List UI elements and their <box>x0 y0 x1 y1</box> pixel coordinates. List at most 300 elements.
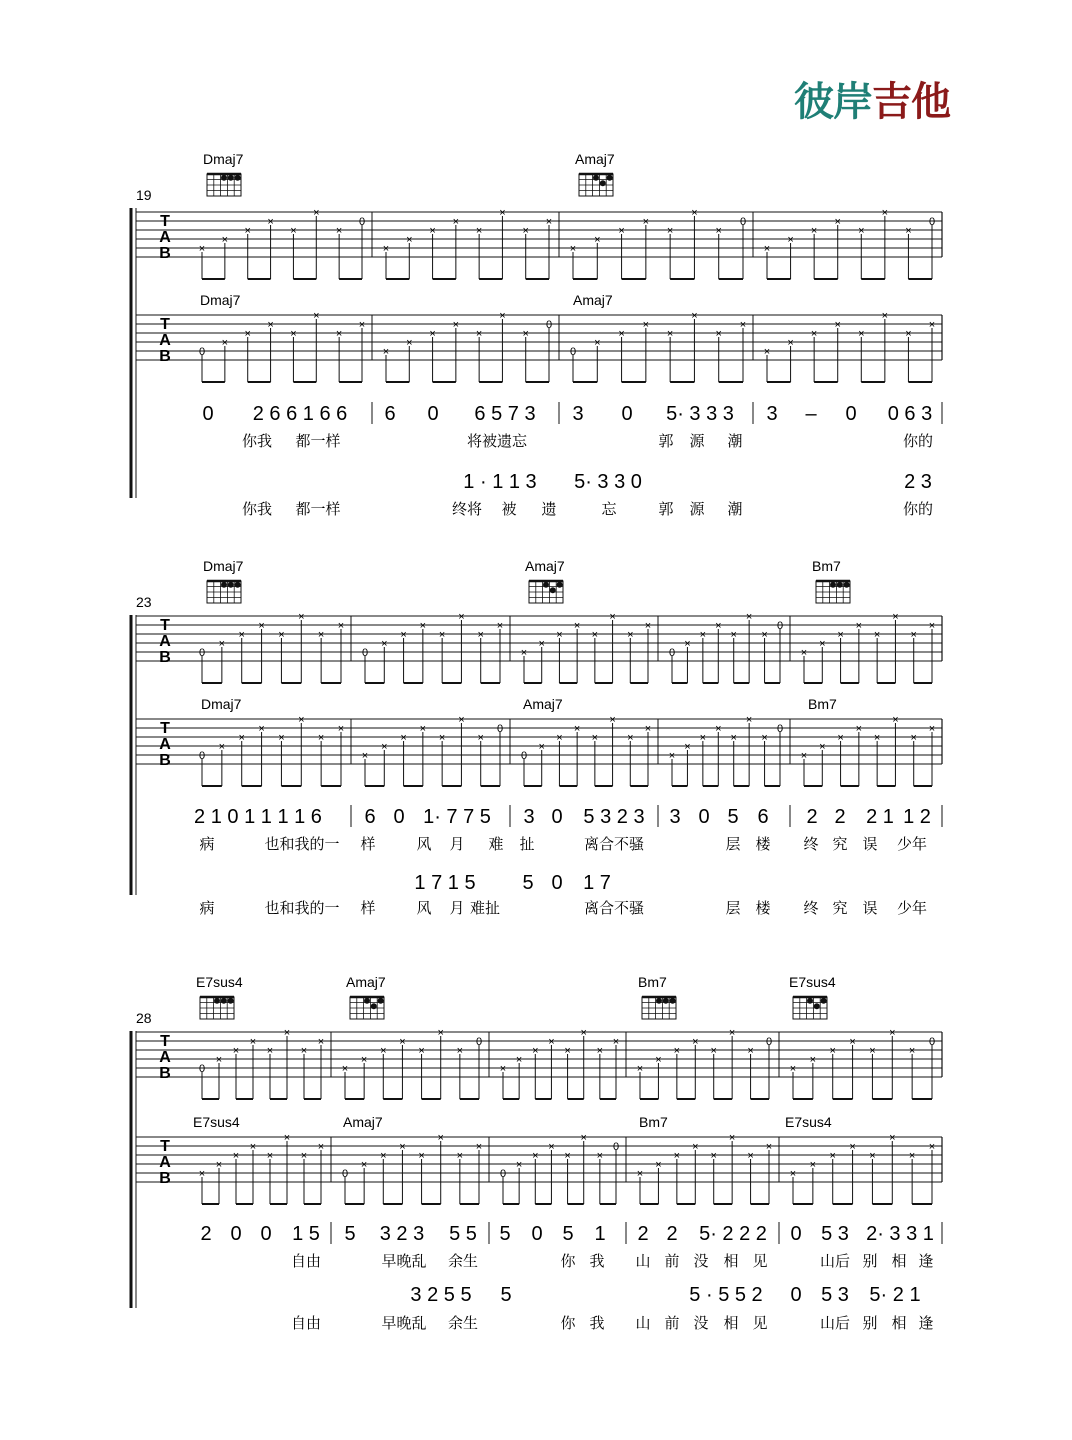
tab-note: × <box>761 629 768 641</box>
tab-clef-letter: B <box>159 1170 171 1187</box>
jianpu-note: 5· 2 2 2 <box>699 1223 767 1245</box>
jianpu-harmony-note: 5· 3 3 0 <box>574 471 642 493</box>
jianpu-note: 5· 3 3 3 <box>666 403 734 425</box>
chord-dot <box>830 582 836 588</box>
tab-note: × <box>668 750 676 762</box>
tab-note: 0 <box>739 216 747 228</box>
lyric: 相 <box>723 1252 739 1270</box>
tab-note: × <box>198 1168 206 1180</box>
tab-note: × <box>596 1150 604 1162</box>
tab-staff <box>136 1132 942 1204</box>
lyric: 也和我的一 <box>264 835 340 853</box>
jianpu-harmony-note: 0 <box>790 1284 802 1306</box>
tab-note: × <box>596 1045 604 1057</box>
tab-note: × <box>300 1045 308 1057</box>
tab-note: × <box>837 629 844 641</box>
lyric-secondary: 楼 <box>755 899 771 917</box>
lyric-secondary: 离合不骚 <box>583 899 645 917</box>
tab-note: 0 <box>475 1036 483 1048</box>
tab-note: × <box>609 611 616 623</box>
tab-note: 0 <box>341 1168 349 1180</box>
tab-note: × <box>715 328 722 340</box>
tab-note: × <box>834 319 841 331</box>
chord-dot <box>837 582 843 588</box>
chord-diagram <box>196 974 243 1019</box>
tab-clef-letter: T <box>160 1033 170 1050</box>
measure-number: 23 <box>136 594 152 610</box>
tab-note: × <box>381 638 388 650</box>
tab-clef-letter: T <box>160 213 170 230</box>
tab-note: 0 <box>499 1168 507 1180</box>
jianpu-note: 0 <box>551 806 563 828</box>
chord-dot <box>821 998 827 1004</box>
tab-note: × <box>765 1141 773 1153</box>
chord-name-lower: Amaj7 <box>523 696 563 712</box>
tab-note: × <box>258 723 265 735</box>
tab-note: × <box>499 1063 507 1075</box>
chord-dot <box>600 180 606 186</box>
tab-clef-letter: T <box>160 720 170 737</box>
tab-note: × <box>739 319 747 331</box>
jianpu-note: 2 <box>666 1223 678 1245</box>
jianpu-note: 2 1 <box>866 806 894 828</box>
chord-name: Dmaj7 <box>203 151 244 167</box>
tab-note: × <box>910 732 917 744</box>
tab-note: × <box>358 319 366 331</box>
tab-note: × <box>673 1150 681 1162</box>
tab-note: × <box>787 234 794 246</box>
jianpu-note: 5 5 <box>449 1223 477 1245</box>
tab-note: × <box>556 732 563 744</box>
lyric: 潮 <box>727 432 743 450</box>
lyric-secondary: 月 <box>449 899 465 917</box>
tab-note: × <box>266 1045 274 1057</box>
tab-note: × <box>928 1141 936 1153</box>
tab-note: × <box>249 1036 257 1048</box>
tab-staff <box>136 207 942 279</box>
tab-note: × <box>418 1150 425 1162</box>
tab-note: × <box>594 337 601 349</box>
lyric-secondary: 终将 <box>451 500 483 518</box>
jianpu-note: 0 <box>621 403 633 425</box>
tab-note: × <box>249 1141 257 1153</box>
tab-note: × <box>218 638 226 650</box>
tab-note: × <box>238 732 245 744</box>
tab-note: × <box>278 732 285 744</box>
tab-note: × <box>810 225 818 237</box>
chord-dot <box>807 998 813 1004</box>
tab-note: × <box>747 1150 754 1162</box>
chord-name-lower: Bm7 <box>808 696 837 712</box>
tab-note: 0 <box>358 216 366 228</box>
lyric: 样 <box>360 835 376 853</box>
tab-note: × <box>267 216 274 228</box>
tab-note: × <box>283 1132 291 1144</box>
chord-dot <box>221 175 227 181</box>
tab-note: × <box>789 1168 797 1180</box>
tab-note: × <box>381 741 388 753</box>
lyric-secondary: 忘 <box>601 500 617 518</box>
tab-note: × <box>905 328 912 340</box>
chord-dot <box>656 998 662 1004</box>
tab-note: × <box>618 225 625 237</box>
tab-note: × <box>849 1036 856 1048</box>
jianpu-harmony-note: 5 <box>500 1284 512 1306</box>
jianpu-note: 6 <box>757 806 769 828</box>
tab-note: × <box>636 1063 644 1075</box>
lyric-secondary: 相 <box>723 1314 739 1332</box>
chord-name: Amaj7 <box>525 558 565 574</box>
chord-name: E7sus4 <box>789 974 836 990</box>
jianpu-harmony-note: 1 7 <box>583 872 611 894</box>
chord-diagram <box>812 558 850 603</box>
tab-note: × <box>869 1150 876 1162</box>
tab-note: × <box>873 629 881 641</box>
tab-note: × <box>244 225 251 237</box>
chord-dot <box>364 998 370 1004</box>
tab-note: × <box>418 1045 425 1057</box>
lyric: 相 <box>891 1252 907 1270</box>
lyric: 你的 <box>902 432 934 450</box>
jianpu-note: 1 2 <box>903 806 931 828</box>
jianpu-note: 6 5 7 3 <box>474 403 536 425</box>
tab-note: 0 <box>776 723 784 735</box>
lyric-secondary: 遗 <box>541 500 557 518</box>
chord-dot <box>221 582 227 588</box>
tab-note: × <box>761 732 768 744</box>
tab-clef-letter: A <box>159 633 171 650</box>
tab-note: × <box>655 1054 662 1066</box>
tab-note: × <box>437 1132 444 1144</box>
tab-note: × <box>889 1132 896 1144</box>
tab-note: × <box>800 750 808 762</box>
tab-note: × <box>908 1045 916 1057</box>
tab-note: × <box>380 1150 387 1162</box>
tab-note: 0 <box>198 346 206 358</box>
tab-clef-letter: T <box>160 617 170 634</box>
lyric-secondary: 误 <box>862 899 878 917</box>
chord-name-lower: Bm7 <box>639 1114 668 1130</box>
tab-clef-letter: A <box>159 1154 171 1171</box>
tab-note: 0 <box>776 620 784 632</box>
chord-dot <box>593 175 599 181</box>
lyric-secondary: 风 <box>416 899 432 917</box>
tab-note: × <box>335 328 343 340</box>
tab-note: × <box>317 732 325 744</box>
lyric-secondary: 前 <box>664 1314 680 1332</box>
tab-note: × <box>406 234 413 246</box>
tab-note: × <box>419 723 427 735</box>
jianpu-note: 6 <box>384 403 396 425</box>
tab-note: × <box>278 629 285 641</box>
tab-clef-letter: T <box>160 316 170 333</box>
tab-note: × <box>522 328 529 340</box>
jianpu-note: 3 <box>523 806 535 828</box>
tab-note: × <box>515 1159 523 1171</box>
lyric-secondary: 样 <box>360 899 376 917</box>
chord-dot <box>214 998 220 1004</box>
tab-note: × <box>298 714 305 726</box>
tab-note: × <box>745 714 753 726</box>
chord-dot <box>550 587 556 593</box>
jianpu-note: – <box>805 403 817 425</box>
chord-diagram <box>638 974 676 1019</box>
tab-note: × <box>627 732 634 744</box>
tab-note: × <box>313 207 320 219</box>
tab-note: × <box>458 714 465 726</box>
tab-clef-letter: B <box>159 752 171 769</box>
jianpu-note: 2 <box>806 806 818 828</box>
jianpu-note: 5 <box>562 1223 574 1245</box>
tab-note: × <box>538 741 545 753</box>
tab-note: × <box>691 310 698 322</box>
jianpu-harmony-note: 5 · 5 5 2 <box>689 1284 763 1306</box>
tab-note: × <box>475 1141 483 1153</box>
tab-note: × <box>456 1150 464 1162</box>
chord-diagram <box>525 558 565 603</box>
tab-note: × <box>232 1150 240 1162</box>
jianpu-note: 5 3 <box>821 1223 849 1245</box>
chord-diagram <box>575 151 615 196</box>
tab-note: × <box>837 732 844 744</box>
logo-part-1: 彼岸 <box>794 79 872 125</box>
tab-note: × <box>532 1150 539 1162</box>
tab-note: × <box>337 620 345 632</box>
tab-note: 0 <box>496 723 504 735</box>
tab-note: × <box>730 629 737 641</box>
jianpu-note: 5 3 2 3 <box>583 806 645 828</box>
tab-note: × <box>787 337 794 349</box>
jianpu-harmony-note: 0 <box>551 872 563 894</box>
jianpu-note: 0 <box>393 806 405 828</box>
tab-note: × <box>730 732 737 744</box>
tab-note: × <box>580 1027 587 1039</box>
tab-note: × <box>699 629 707 641</box>
tab-note: × <box>810 328 818 340</box>
tab-note: × <box>545 216 553 228</box>
chord-diagram <box>346 974 386 1019</box>
lyric: 逢 <box>918 1252 934 1270</box>
jianpu-harmony-note: 5 <box>522 872 534 894</box>
lyric: 源 <box>689 432 705 450</box>
tab-note: × <box>452 319 460 331</box>
jianpu-note: 0 <box>698 806 710 828</box>
chord-diagram <box>203 151 244 196</box>
tab-note: × <box>569 243 577 255</box>
chord-dot <box>235 582 241 588</box>
tab-clef-letter: A <box>159 229 171 246</box>
tab-clef-letter: B <box>159 649 171 666</box>
tab-note: × <box>232 1045 240 1057</box>
chord-name: Bm7 <box>812 558 841 574</box>
tab-note: × <box>710 1045 717 1057</box>
tab-note: × <box>819 741 826 753</box>
tab-note: × <box>829 1045 836 1057</box>
lyric: 你我 <box>241 432 273 450</box>
tab-note: × <box>548 1141 555 1153</box>
tab-note: × <box>609 714 616 726</box>
tab-note: × <box>881 310 889 322</box>
tab-note: × <box>564 1045 571 1057</box>
tab-note: × <box>215 1159 223 1171</box>
jianpu-note: 6 <box>364 806 376 828</box>
tab-note: × <box>715 723 722 735</box>
chord-dot <box>221 998 227 1004</box>
jianpu-note: 0 <box>790 1223 802 1245</box>
tab-note: × <box>892 611 899 623</box>
lyric: 都一样 <box>295 432 341 450</box>
lyric: 难 <box>488 835 504 853</box>
chord-dot <box>378 998 384 1004</box>
tab-note: × <box>400 732 407 744</box>
lyric-secondary: 也和我的一 <box>264 899 340 917</box>
chord-dot <box>228 175 234 181</box>
tab-note: × <box>399 1036 406 1048</box>
lyric-secondary: 我 <box>589 1314 605 1332</box>
tab-note: × <box>283 1027 291 1039</box>
chord-name: Dmaj7 <box>203 558 244 574</box>
tab-note: × <box>829 1150 836 1162</box>
tab-note: × <box>198 243 206 255</box>
tab-note: × <box>573 723 581 735</box>
tab-note: × <box>382 243 390 255</box>
lyric: 少年 <box>896 835 928 853</box>
chord-dot <box>844 582 850 588</box>
tab-note: × <box>499 310 506 322</box>
tab-note: × <box>715 620 722 632</box>
lyric: 病 <box>199 835 215 853</box>
tab-note: × <box>564 1150 571 1162</box>
lyric: 别 <box>862 1252 878 1270</box>
chord-dot <box>557 582 563 588</box>
tab-note: 0 <box>545 319 553 331</box>
tab-note: × <box>556 629 563 641</box>
lyric-secondary: 难扯 <box>469 899 501 917</box>
jianpu-harmony-note: 3 2 5 5 <box>410 1284 472 1306</box>
jianpu-note: 1· 7 7 5 <box>423 806 491 828</box>
jianpu-note: 0 <box>260 1223 272 1245</box>
tab-note: × <box>290 225 297 237</box>
lyric-secondary: 你我 <box>241 500 273 518</box>
tab-note: × <box>515 1054 523 1066</box>
tab-note: × <box>438 732 446 744</box>
jianpu-note: 5 <box>344 1223 356 1245</box>
lyric-secondary: 余生 <box>447 1314 479 1332</box>
chord-name-lower: Amaj7 <box>343 1114 383 1130</box>
tab-note: × <box>406 337 413 349</box>
tab-note: 0 <box>520 750 528 762</box>
lyric-secondary: 究 <box>832 899 848 917</box>
jianpu-note: 2 <box>200 1223 212 1245</box>
jianpu-note: 2 <box>834 806 846 828</box>
lyric: 见 <box>752 1252 768 1270</box>
tab-note: 0 <box>612 1141 620 1153</box>
tab-note: × <box>594 234 601 246</box>
tab-note: × <box>655 1159 662 1171</box>
jianpu-note: 1 <box>594 1223 606 1245</box>
jianpu-harmony-note: 5 3 <box>821 1284 849 1306</box>
tab-note: × <box>382 346 390 358</box>
lyric: 误 <box>862 835 878 853</box>
jianpu-note: 1 5 <box>292 1223 320 1245</box>
lyric: 没 <box>693 1252 709 1270</box>
chord-name: Amaj7 <box>575 151 615 167</box>
jianpu-note: 2 6 6 1 6 6 <box>252 403 348 425</box>
chord-dot <box>607 175 613 181</box>
tab-note: × <box>238 629 245 641</box>
tab-note: × <box>573 620 581 632</box>
tab-note: × <box>300 1150 308 1162</box>
chord-name-lower: E7sus4 <box>193 1114 240 1130</box>
tab-clef-letter: B <box>159 1065 171 1082</box>
jianpu-harmony-note: 5· 2 1 <box>869 1284 921 1306</box>
tab-note: × <box>532 1045 539 1057</box>
lyric-secondary: 相 <box>891 1314 907 1332</box>
tab-note: × <box>477 629 484 641</box>
tab-note: × <box>452 216 460 228</box>
tab-note: 0 <box>198 647 206 659</box>
tab-note: × <box>928 620 936 632</box>
tab-note: × <box>728 1027 736 1039</box>
tab-note: × <box>438 629 446 641</box>
tab-note: × <box>591 629 599 641</box>
lyric-secondary: 都一样 <box>295 500 341 518</box>
chord-name: E7sus4 <box>196 974 243 990</box>
tab-note: × <box>458 611 465 623</box>
lyric: 余生 <box>447 1252 479 1270</box>
tab-note: × <box>548 1036 555 1048</box>
lyric-secondary: 见 <box>752 1314 768 1332</box>
lyric: 月 <box>449 835 465 853</box>
tab-note: 0 <box>569 346 577 358</box>
tab-note: × <box>627 629 634 641</box>
tab-note: × <box>692 1036 699 1048</box>
tab-note: × <box>290 328 297 340</box>
chord-name-lower: Amaj7 <box>573 292 613 308</box>
measure-number: 28 <box>136 1010 152 1026</box>
tab-clef-letter: B <box>159 348 171 365</box>
tab-note: × <box>267 319 274 331</box>
tab-note: × <box>477 732 484 744</box>
lyric-secondary: 别 <box>862 1314 878 1332</box>
jianpu-note: 5 <box>499 1223 511 1245</box>
tab-note: × <box>644 620 652 632</box>
tab-note: 0 <box>198 1063 206 1075</box>
lyric: 将被遗忘 <box>466 432 528 450</box>
tab-note: × <box>400 629 407 641</box>
tab-note: × <box>317 1036 325 1048</box>
tab-clef-letter: A <box>159 1049 171 1066</box>
jianpu-note: 2· 3 3 1 <box>866 1223 934 1245</box>
tab-note: × <box>858 225 865 237</box>
jianpu-note: 5 <box>727 806 739 828</box>
jianpu-note: 0 <box>845 403 857 425</box>
tab-note: × <box>437 1027 444 1039</box>
tab-note: × <box>522 225 529 237</box>
tab-note: × <box>360 1054 368 1066</box>
jianpu-note: 0 <box>531 1223 543 1245</box>
jianpu-note: 2 <box>637 1223 649 1245</box>
tab-note: 0 <box>928 216 936 228</box>
tab-staff <box>136 611 942 683</box>
tab-clef-letter: A <box>159 332 171 349</box>
tab-note: × <box>763 243 771 255</box>
lyric: 自由 <box>290 1252 322 1270</box>
tab-note: × <box>684 638 691 650</box>
tab-note: × <box>728 1132 736 1144</box>
measure-number: 19 <box>136 187 152 203</box>
chord-dot <box>670 998 676 1004</box>
